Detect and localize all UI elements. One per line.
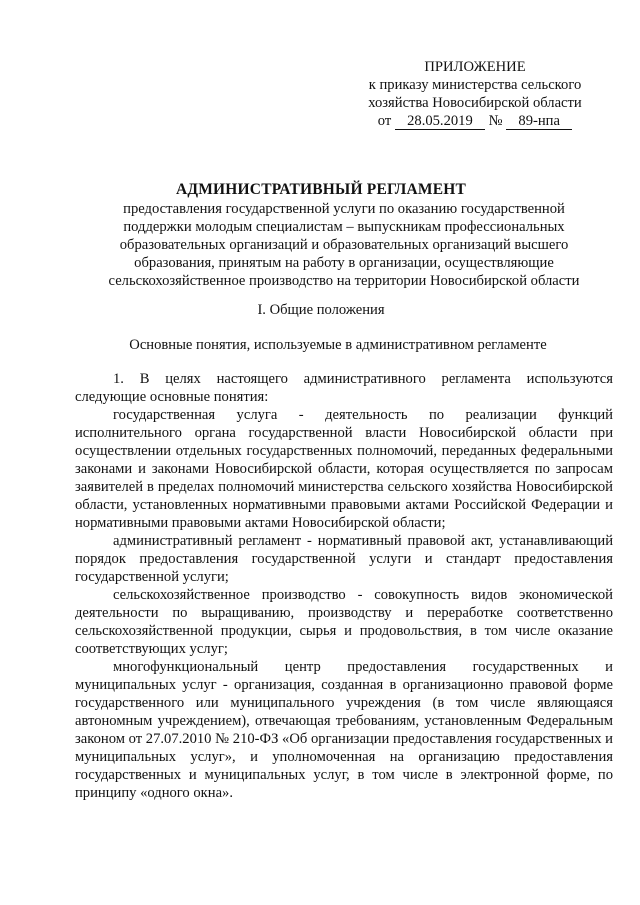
- number-label: №: [488, 113, 503, 129]
- subsection-heading: Основные понятия, используемые в административном регламенте: [129, 337, 547, 353]
- from-label: от: [377, 113, 392, 129]
- paragraph: административный регламент - нормативный правовой акт, устанавливающий порядок предоставления государственной услуги и стандарт предоставления государственной услуги;: [75, 533, 613, 585]
- appendix-date-line: [330, 112, 620, 130]
- section-heading: I. Общие положения: [257, 302, 385, 318]
- document-subtitle: предоставления государственной услуги по оказанию государственной поддержки молодым специалистам – выпускникам профессиональных образовательных организаций и образовательных организаций высшего образования, принятым на работу в организации, осуществляющие сельскохозяйственное производство на территории Новосибирской области: [108, 201, 580, 289]
- paragraph: государственная услуга - деятельность по реализации функций исполнительного органа государственной власти Новосибирской области при осуществлении отдельных государственных полномочий, переданных федеральными законами и законами Новосибирской области, которая осуществляется по запросам заявителей в пределах полномочий министерства сельского хозяйства Новосибирской области, установленных нормативными правовыми актами Российской Федерации и нормативными правовыми актами Новосибирской области;: [75, 407, 613, 531]
- appendix-ministry-line: хозяйства Новосибирской области: [368, 95, 582, 111]
- document-body: [75, 370, 613, 802]
- appendix-order-line: к приказу министерства сельского: [368, 77, 582, 93]
- appendix-block: [330, 58, 620, 130]
- appendix-heading: ПРИЛОЖЕНИЕ: [424, 59, 526, 75]
- paragraph: многофункциональный центр предоставления государственных и муниципальных услуг - организация, созданная в организационно правовой форме государственного или муниципального учреждения (в том числе являющаяся автономным учреждением), отвечающая требованиям, установленным Федеральным законом от 27.07.2010 № 210-ФЗ «Об организации предоставления государственных и муниципальных услуг», и уполномоченная на организацию предоставления государственных и муниципальных услуг, в том числе в электронной форме, по принципу «одного окна».: [75, 659, 613, 801]
- paragraph: сельскохозяйственное производство - совокупность видов экономической деятельности по выращиванию, производству и переработке соответственно сельскохозяйственной продукции, сырья и продовольствия, в том числе оказание соответствующих услуг;: [75, 587, 613, 657]
- paragraph: 1. В целях настоящего административного регламента используются следующие основные понятия:: [75, 371, 613, 405]
- order-number: 89-нпа: [506, 114, 572, 130]
- order-date: 28.05.2019: [395, 114, 485, 130]
- document-title: АДМИНИСТРАТИВНЫЙ РЕГЛАМЕНТ: [175, 181, 467, 198]
